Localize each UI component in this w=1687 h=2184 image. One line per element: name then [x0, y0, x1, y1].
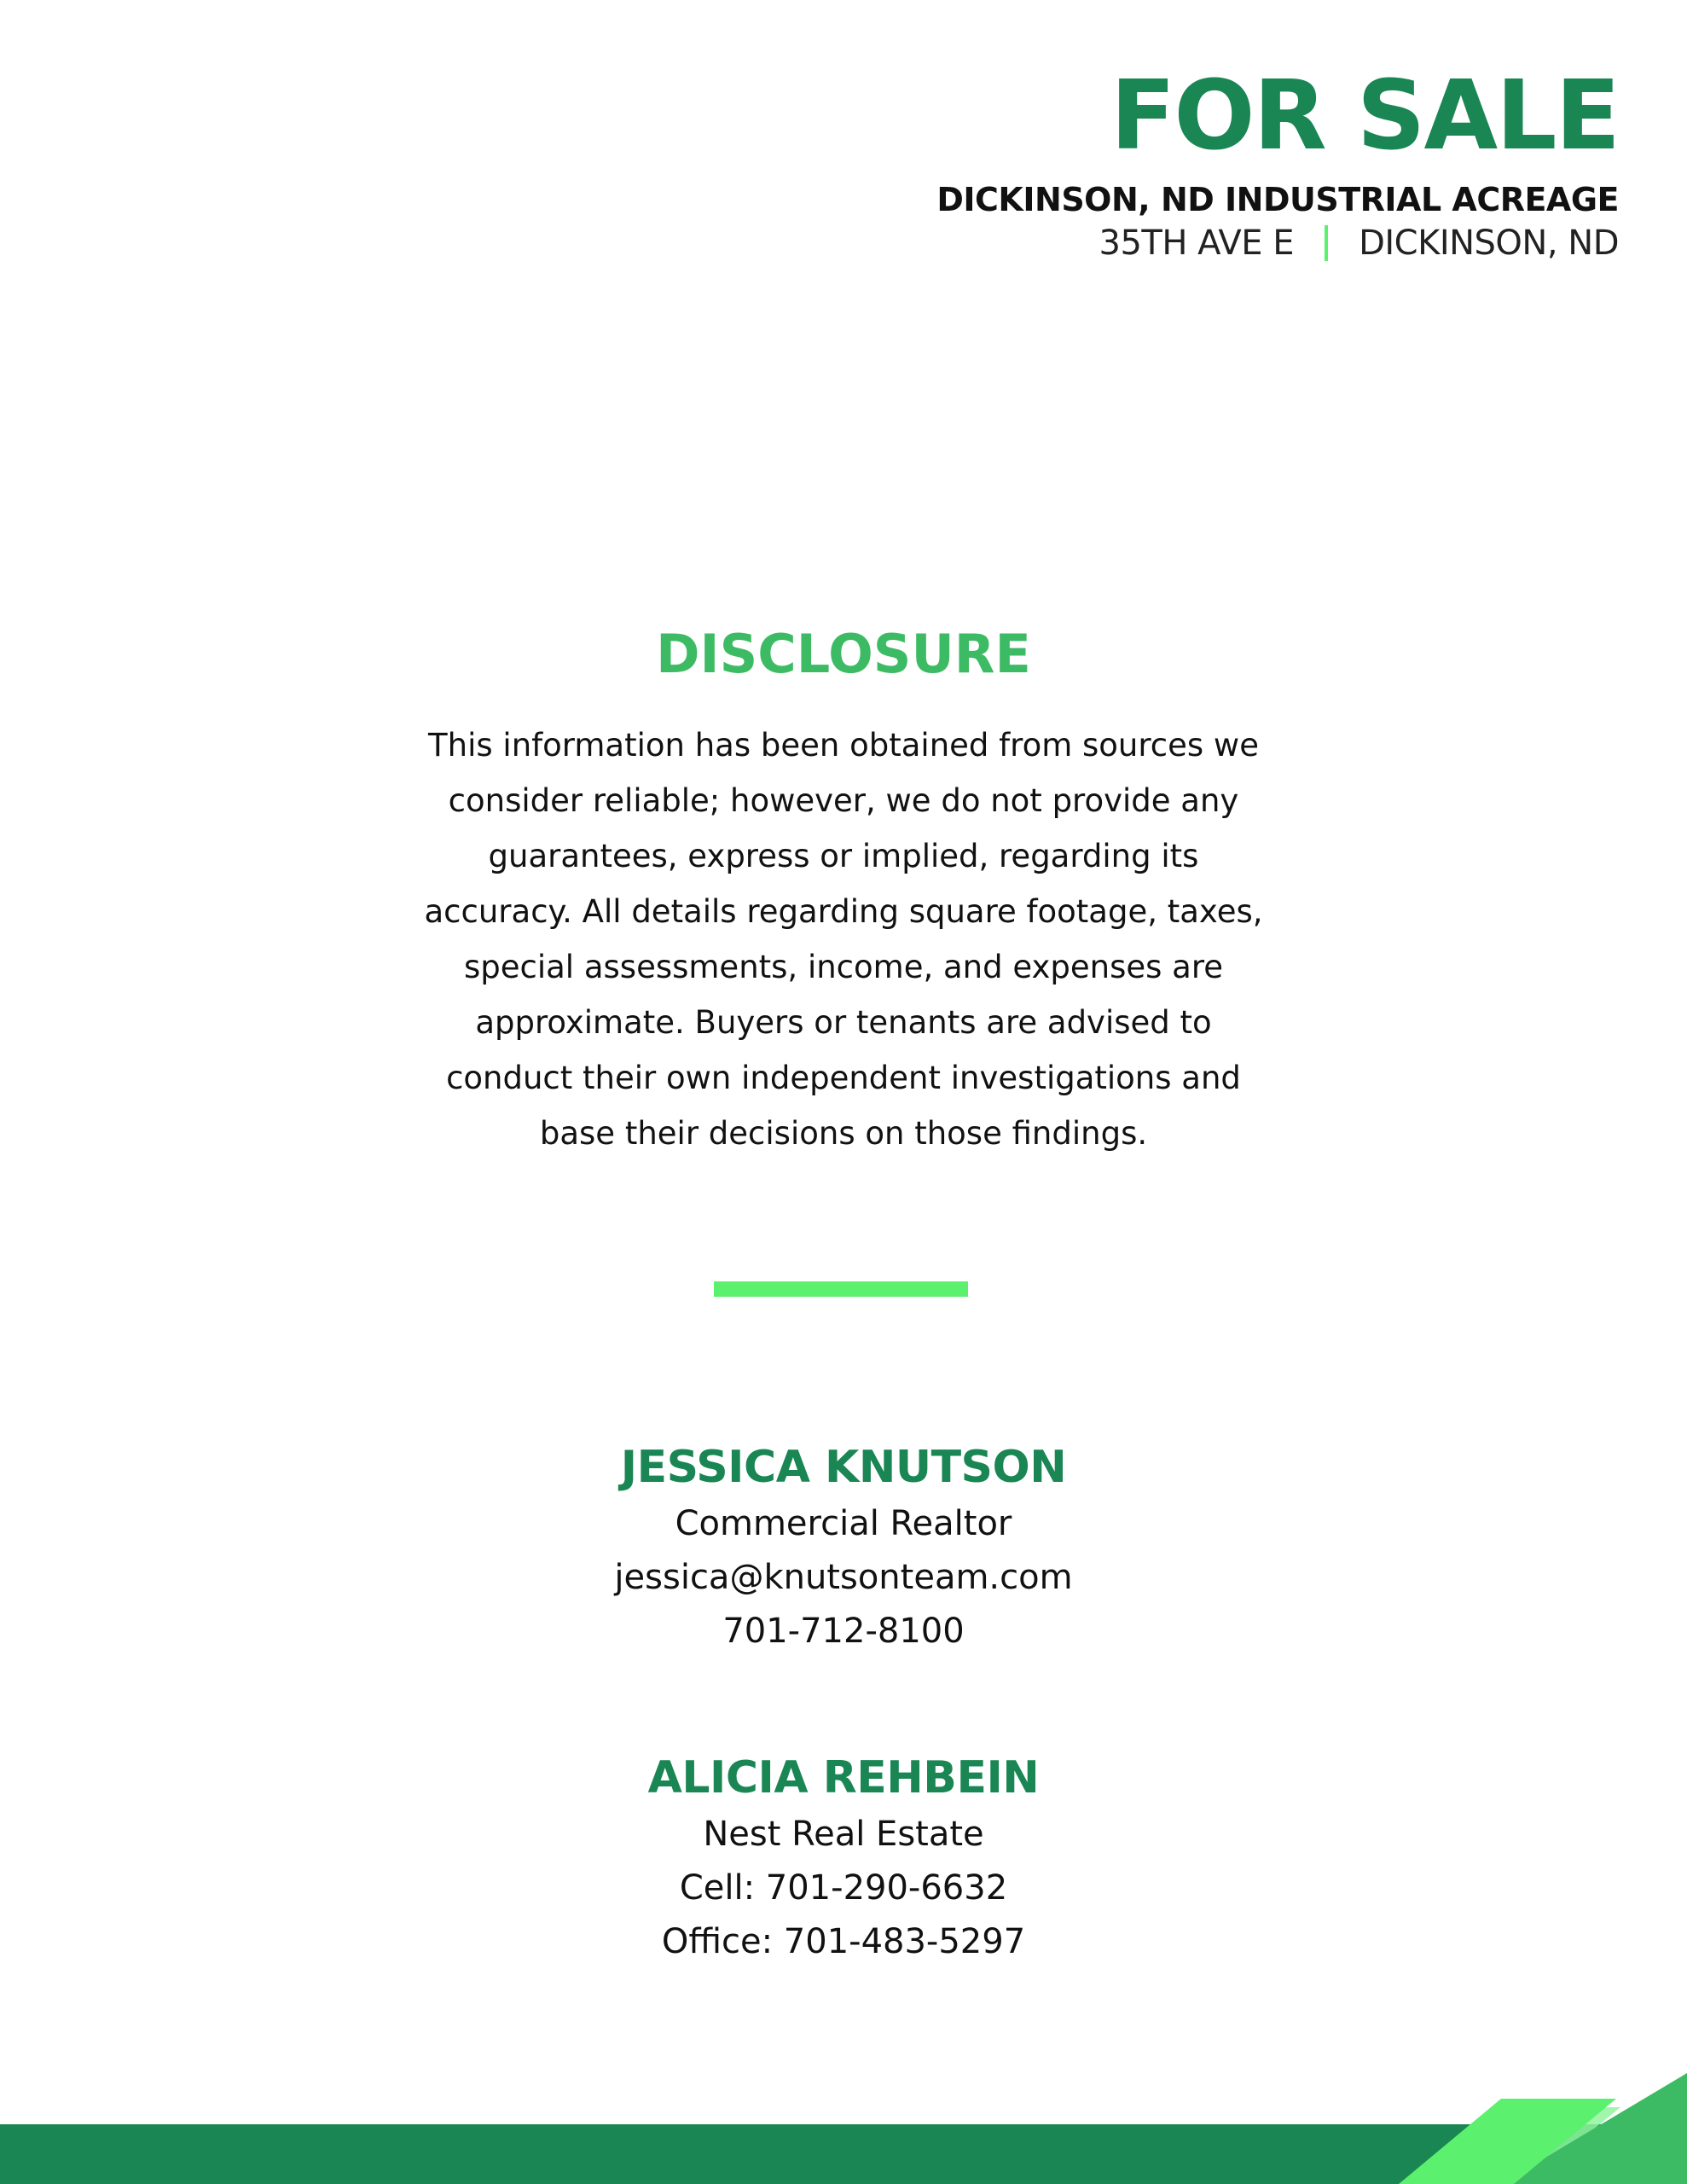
contact-card [0, 1438, 1687, 1658]
address-divider [1325, 225, 1328, 261]
for-sale-headline: FOR SALE [1110, 61, 1619, 171]
contact-office-phone[interactable]: Office: 701-483-5297 [661, 1922, 1026, 1961]
contact-phone[interactable]: 701-712-8100 [722, 1612, 965, 1651]
disclosure-title: DISCLOSURE [656, 623, 1031, 685]
contact-email[interactable]: jessica@knutsonteam.com [614, 1558, 1073, 1597]
contact-card [0, 1748, 1687, 1969]
property-title: DICKINSON, ND INDUSTRIAL ACREAGE [936, 181, 1619, 218]
footer-decoration [0, 2073, 1687, 2184]
section-divider [714, 1281, 968, 1297]
street-address: 35TH AVE E [1099, 224, 1295, 263]
contact-name: JESSICA KNUTSON [620, 1442, 1067, 1493]
disclosure-section [0, 623, 1687, 1161]
header [936, 61, 1619, 263]
city-state: DICKINSON, ND [1359, 224, 1619, 263]
address-line [936, 224, 1619, 263]
contact-cell-phone[interactable]: Cell: 701-290-6632 [679, 1868, 1008, 1908]
contact-company: Nest Real Estate [703, 1815, 984, 1854]
contact-name: ALICIA REHBEIN [647, 1752, 1040, 1804]
contact-title: Commercial Realtor [675, 1504, 1012, 1543]
disclosure-text: This information has been obtained from sources we consider reliable; however, we do not provide any guarantees, express or implied, regarding its accuracy. All details regarding square footage, taxes, special assessments, income, and expenses are approximate. Buyers or tenants are advised to conduct their own independent investigations and base their decisions on those findings. [424, 727, 1263, 1152]
